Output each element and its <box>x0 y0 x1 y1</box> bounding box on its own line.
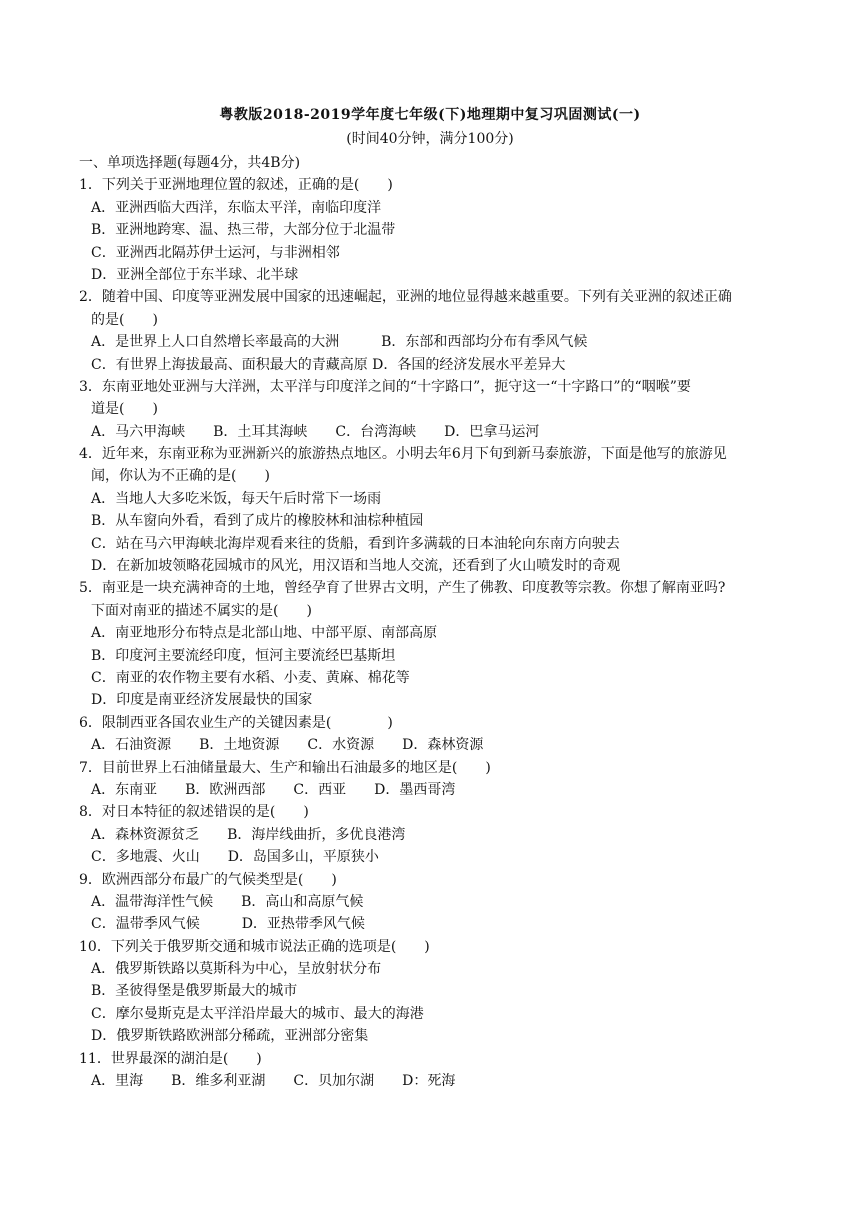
question-11-stem: 11．世界最深的湖泊是( ) <box>79 1050 262 1067</box>
question-9-stem: 9．欧洲西部分布最广的气候类型是( ) <box>79 871 337 888</box>
question-7-stem: 7．目前世界上石油储量最大、生产和输出石油最多的地区是( ) <box>79 759 491 776</box>
question-10-option-d: D．俄罗斯铁路欧洲部分稀疏，亚洲部分密集 <box>91 1028 369 1045</box>
question-4-stem-cont: 闻，你认为不正确的是( ) <box>91 468 270 485</box>
question-6-options: A．石油资源 B．土地资源 C．水资源 D．森林资源 <box>91 737 484 754</box>
question-5-option-b: B．印度河主要流经印度，恒河主要流经巴基斯坦 <box>91 647 396 664</box>
question-5-option-d: D．印度是南亚经济发展最快的国家 <box>91 692 313 709</box>
question-9-options-ab: A．温带海洋性气候 B．高山和高原气候 <box>91 893 364 910</box>
question-3-stem: 3．东南亚地处亚洲与大洋洲，太平洋与印度洋之间的“十字路口”，扼守这一“十字路口”的“咽喉”要 <box>79 378 691 395</box>
question-4-stem: 4．近年来，东南亚称为亚洲新兴的旅游热点地区。小明去年6月下旬到新马泰旅游，下面是他写的旅游见 <box>79 446 727 463</box>
question-2-stem: 2．随着中国、印度等亚洲发展中国家的迅速崛起，亚洲的地位显得越来越重要。下列有关亚洲的叙述正确 <box>79 289 732 306</box>
question-5-option-a: A．南亚地形分布特点是北部山地、中部平原、南部高原 <box>91 625 438 642</box>
question-5-stem-cont: 下面对南亚的描述不属实的是( ) <box>91 602 312 619</box>
question-4-option-a: A．当地人大多吃米饭，每天午后时常下一场雨 <box>91 490 382 507</box>
question-11-options: A．里海 B．维多利亚湖 C．贝加尔湖 D：死海 <box>91 1073 456 1090</box>
question-10-option-a: A．俄罗斯铁路以莫斯科为中心，呈放射状分布 <box>91 961 382 978</box>
question-8-stem: 8．对日本特征的叙述错误的是( ) <box>79 804 309 821</box>
question-10-option-b: B．圣彼得堡是俄罗斯最大的城市 <box>91 983 298 1000</box>
question-1-option-d: D．亚洲全部位于东半球、北半球 <box>91 266 299 283</box>
question-2-options-ab: A．是世界上人口自然增长率最高的大洲 B．东部和西部均分布有季风气候 <box>91 334 588 351</box>
question-5-stem: 5．南亚是一块充满神奇的土地，曾经孕育了世界古文明，产生了佛教、印度教等宗教。你想了解南亚吗? <box>79 580 726 597</box>
question-8-options-cd: C．多地震、火山 D．岛国多山，平原狭小 <box>91 849 379 866</box>
page-title: 粤教版2018-2019学年度七年级(下)地理期中复习巩固测试(一) <box>219 107 641 123</box>
question-4-option-c: C．站在马六甲海峡北海岸观看来往的货船，看到许多满载的日本油轮向东南方向驶去 <box>91 535 620 552</box>
page-subtitle: (时间40分钟，满分100分) <box>346 131 514 147</box>
question-1-stem: 1．下列关于亚洲地理位置的叙述，正确的是( ) <box>79 177 393 194</box>
question-2-options-cd: C．有世界上海拔最高、面积最大的青藏高原 D．各国的经济发展水平差异大 <box>91 356 566 373</box>
question-7-options: A．东南亚 B．欧洲西部 C．西亚 D．墨西哥湾 <box>91 781 456 798</box>
question-3-stem-cont: 道是( ) <box>91 401 158 418</box>
question-5-option-c: C．南亚的农作物主要有水稻、小麦、黄麻、棉花等 <box>91 669 410 686</box>
question-6-stem: 6．限制西亚各国农业生产的关键因素是( ) <box>79 714 393 731</box>
question-4-option-b: B．从车窗向外看，看到了成片的橡胶林和油棕种植园 <box>91 513 424 530</box>
section-heading: 一、单项选择题(每题4分，共4B分) <box>79 155 301 171</box>
question-1-option-b: B．亚洲地跨寒、温、热三带，大部分位于北温带 <box>91 222 396 239</box>
question-4-option-d: D．在新加坡领略花园城市的风光，用汉语和当地人交流，还看到了火山喷发时的奇观 <box>91 558 621 575</box>
question-1-option-a: A．亚洲西临大西洋，东临太平洋，南临印度洋 <box>91 199 382 216</box>
question-10-stem: 10．下列关于俄罗斯交通和城市说法正确的选项是( ) <box>79 938 430 955</box>
question-2-stem-cont: 的是( ) <box>91 311 158 328</box>
question-9-options-cd: C．温带季风气候 D．亚热带季风气候 <box>91 916 365 933</box>
question-3-options: A．马六甲海峡 B．土耳其海峡 C．台湾海峡 D．巴拿马运河 <box>91 423 540 440</box>
question-10-option-c: C．摩尔曼斯克是太平洋沿岸最大的城市、最大的海港 <box>91 1005 424 1022</box>
question-8-options-ab: A．森林资源贫乏 B．海岸线曲折，多优良港湾 <box>91 826 406 843</box>
question-1-option-c: C．亚洲西北隔苏伊士运河，与非洲相邻 <box>91 244 340 261</box>
question-list <box>79 152 799 1092</box>
